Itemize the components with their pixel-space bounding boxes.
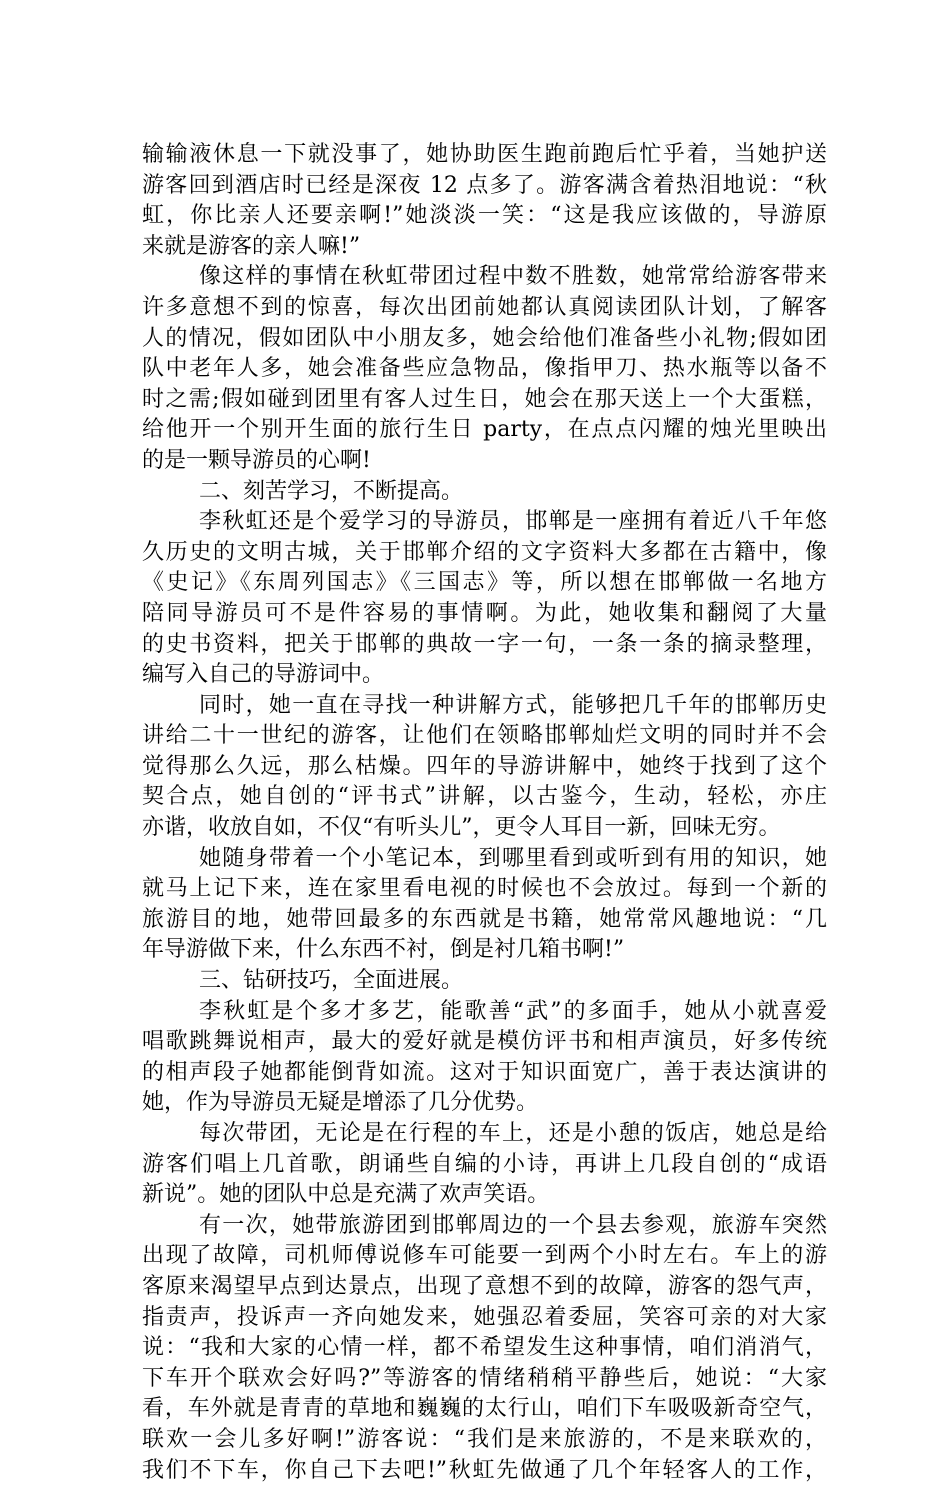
text-line: 年导游做下来，什么东西不衬，倒是衬几箱书啊!” — [142, 937, 625, 963]
text-line: 游客回到酒店时已经是深夜 12 点多了。游客满含着热泪地说：“秋 — [142, 172, 827, 198]
text-line: 像这样的事情在秋虹带团过程中数不胜数，她常常给游客带来 — [199, 264, 827, 290]
text-line: 每次带团，无论是在行程的车上，还是小憩的饭店，她总是给 — [199, 1121, 827, 1146]
text-line: 就马上记下来，连在家里看电视的时候也不会放过。每到一个新的 — [142, 876, 827, 902]
text-line: 旅游目的地，她带回最多的东西就是书籍，她常常风趣地说：“几 — [142, 906, 827, 932]
text-line: 队中老年人多，她会准备些应急物品，像指甲刀、热水瓶等以备不 — [142, 356, 827, 382]
text-line: 亦谐，收放自如，不仅“有听头儿”，更令人耳目一新，回味无穷。 — [142, 815, 781, 841]
text-line: 我们不下车，你自己下去吧!”秋虹先做通了几个年轻客人的工作， — [142, 1457, 827, 1483]
text-line: 指责声，投诉声一齐向她发来，她强忍着委屈，笑容可亲的对大家 — [142, 1304, 827, 1330]
text-line: 李秋虹是个多才多艺，能歌善“武”的多面手，她从小就喜爱 — [199, 998, 827, 1024]
text-line: 久历史的文明古城，关于邯郸介绍的文字资料大多都在古籍中，像 — [142, 539, 827, 565]
text-line: 觉得那么久远，那么枯燥。四年的导游讲解中，她终于找到了这个 — [142, 753, 827, 779]
text-line: 她，作为导游员无疑是增添了几分优势。 — [142, 1090, 539, 1116]
text-line: 《史记》《东周列国志》《三国志》等，所以想在邯郸做一名地方 — [142, 570, 827, 596]
text-line: 联欢一会儿多好啊!”游客说：“我们是来旅游的，不是来联欢的， — [142, 1426, 827, 1452]
text-line: 唱歌跳舞说相声，最大的爱好就是模仿评书和相声演员，好多传统 — [142, 1029, 827, 1055]
text-line: 契合点，她自创的“评书式”讲解，以古鉴今，生动，轻松，亦庄 — [142, 784, 827, 810]
text-line: 来就是游客的亲人嘛!” — [142, 233, 361, 259]
document-page — [142, 140, 827, 1486]
text-line: 说：“我和大家的心情一样，都不希望发生这种事情，咱们消消气， — [142, 1335, 827, 1361]
text-line: 看，车外就是青青的草地和巍巍的太行山，咱们下车吸吸新奇空气， — [142, 1396, 827, 1422]
text-line: 新说”。她的团队中总是充满了欢声笑语。 — [142, 1182, 550, 1208]
text-line: 同时，她一直在寻找一种讲解方式，能够把几千年的邯郸历史 — [199, 692, 827, 718]
text-line: 出现了故障，司机师傅说修车可能要一到两个小时左右。车上的游 — [142, 1243, 827, 1269]
text-line: 二、刻苦学习，不断提高。 — [199, 478, 464, 504]
text-line: 下车开个联欢会好吗?”等游客的情绪稍稍平静些后，她说：“大家 — [142, 1365, 827, 1391]
text-line: 讲给二十一世纪的游客，让他们在领略邯郸灿烂文明的同时并不会 — [142, 723, 827, 749]
text-line: 人的情况，假如团队中小朋友多，她会给他们准备些小礼物;假如团 — [142, 325, 827, 351]
text-line: 她随身带着一个小笔记本，到哪里看到或听到有用的知识，她 — [199, 845, 827, 871]
text-line: 李秋虹还是个爱学习的导游员，邯郸是一座拥有着近八千年悠 — [199, 509, 827, 535]
text-line: 客原来渴望早点到达景点，出现了意想不到的故障，游客的怨气声， — [142, 1273, 827, 1299]
text-line: 三、钻研技巧，全面进展。 — [199, 968, 464, 994]
text-line: 许多意想不到的惊喜，每次出团前她都认真阅读团队计划，了解客 — [142, 294, 827, 320]
text-line: 有一次，她带旅游团到邯郸周边的一个县去参观，旅游车突然 — [199, 1212, 827, 1238]
text-line: 虹，你比亲人还要亲啊!”她淡淡一笑：“这是我应该做的，导游原 — [142, 203, 827, 229]
text-line: 游客们唱上几首歌，朗诵些自编的小诗，再讲上几段自创的“成语 — [142, 1151, 827, 1177]
text-line: 时之需;假如碰到团里有客人过生日，她会在那天送上一个大蛋糕， — [142, 386, 827, 412]
text-line: 的是一颗导游员的心啊! — [142, 447, 371, 473]
text-line: 编写入自己的导游词中。 — [142, 662, 385, 688]
text-line: 给他开一个别开生面的旅行生日 party，在点点闪耀的烛光里映出 — [142, 417, 827, 443]
text-line: 陪同导游员可不是件容易的事情啊。为此，她收集和翻阅了大量 — [142, 600, 827, 626]
text-line: 的史书资料，把关于邯郸的典故一字一句，一条一条的摘录整理， — [142, 631, 827, 657]
text-line: 输输液休息一下就没事了，她协助医生跑前跑后忙乎着，当她护送 — [142, 142, 827, 167]
text-line: 的相声段子她都能倒背如流。这对于知识面宽广，善于表达演讲的 — [142, 1059, 827, 1085]
